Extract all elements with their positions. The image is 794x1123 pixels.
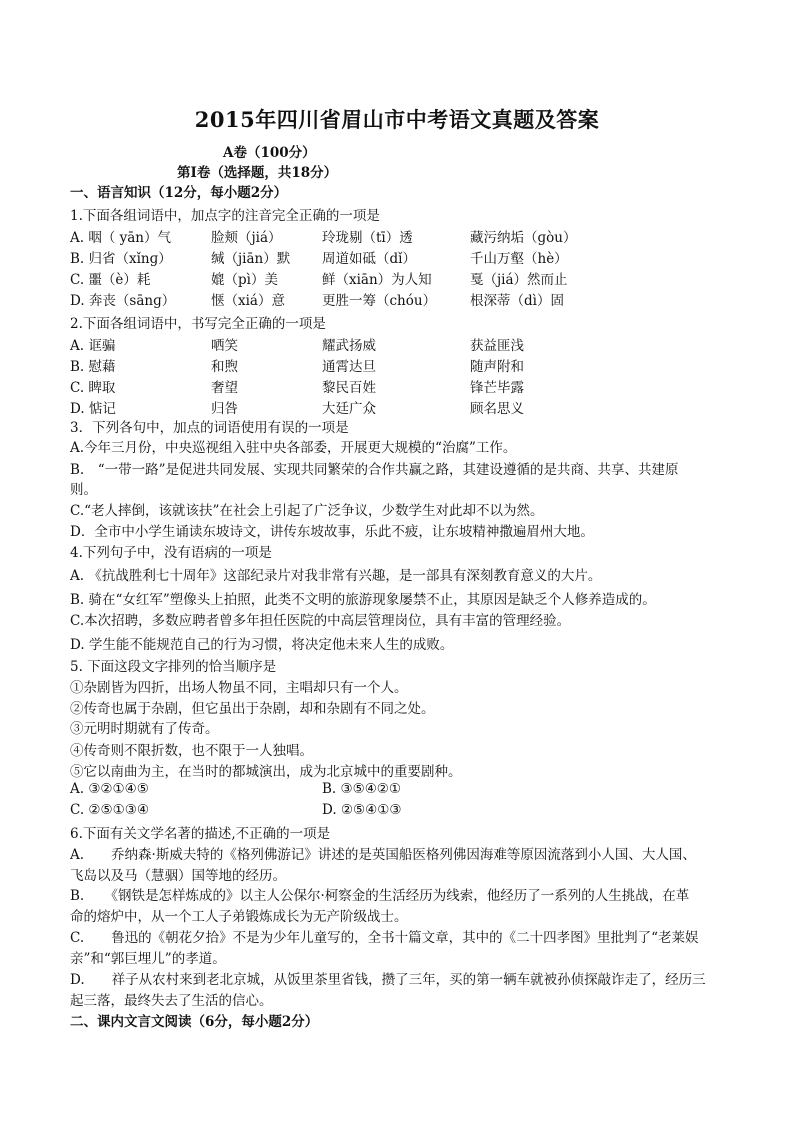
question-4-option-c: C.本次招聘，多数应聘者曾多年担任医院的中高层管理岗位，具有丰富的管理经验。	[70, 613, 571, 629]
question-6-option-b-cont: 命的熔炉中，从一个工人子弟锻炼成长为无产阶级战士。	[70, 909, 408, 925]
question-6-option-a-cont: 飞岛以及马（慧骃）国等地的经历。	[70, 868, 286, 884]
question-5-options-ab	[70, 781, 730, 801]
option-b: B. ③⑤④②①	[322, 781, 402, 797]
question-3-option-d: D．全市中小学生诵读东坡诗文，讲传东坡故事，乐此不疲，让东坡精神撒遍眉州大地。	[70, 524, 594, 540]
question-4-option-a: A. 《抗战胜利七十周年》这部纪录片对我非常有兴趣，是一部具有深刻教育意义的大片。	[70, 568, 602, 584]
option-cell: 周道如砥（dǐ）	[322, 251, 416, 267]
option-cell: 脸颊（jiá）	[211, 230, 282, 246]
option-cell: D. 奔丧（sānɡ）	[70, 293, 176, 309]
question-6-option-b: B. 《钢铁是怎样炼成的》以主人公保尔·柯察金的生活经历为线索，他经历了一系列的人生挑战，在革	[70, 888, 690, 904]
question-3-stem: 3．下列各句中，加点的词语使用有误的一项是	[70, 420, 349, 436]
option-cell: 耀武扬威	[322, 338, 376, 354]
option-cell: 戛（jiá）然而止	[470, 272, 568, 288]
question-1-option-a	[70, 226, 730, 246]
option-cell: 藏污纳垢（ɡòu）	[470, 230, 577, 246]
option-cell: 锋芒毕露	[470, 380, 524, 396]
question-1-option-c	[70, 268, 730, 288]
question-6-option-d-cont: 起三落，最终失去了生活的信心。	[70, 993, 273, 1009]
question-3-option-c: C.“老人摔倒，该就该扶”在社会上引起了广泛争议，少数学生对此却不以为然。	[70, 503, 544, 519]
question-5-sentence-3: ③元明时期就有了传奇。	[70, 721, 219, 737]
option-cell: 缄（jiān）默	[211, 251, 291, 267]
question-4-option-d: D. 学生能不能规范自己的行为习惯，将决定他未来人生的成败。	[70, 637, 454, 653]
question-6-option-c-cont: 亲”和“郭巨埋儿”的孝道。	[70, 951, 226, 967]
question-5-stem: 5. 下面这段文字排列的恰当顺序是	[70, 659, 277, 675]
option-d: D. ②⑤④①③	[322, 802, 402, 818]
question-2-stem: 2.下面各组词语中，书写完全正确的一项是	[70, 316, 326, 332]
option-c: C. ②⑤①③④	[70, 802, 149, 818]
option-cell: C. 睥取	[70, 380, 116, 396]
question-6-option-a: A. 乔纳森·斯威夫特的《格列佛游记》讲述的是英国船医格列佛因海难等原因流落到小人国、大人国、	[70, 847, 696, 863]
volume-heading: A卷（100分）	[223, 145, 316, 161]
option-cell: 惬（xiá）意	[211, 293, 285, 309]
option-cell: C. 噩（è）耗	[70, 272, 151, 288]
question-5-sentence-1: ①杂剧皆为四折，出场人物虽不同，主唱却只有一个人。	[70, 680, 408, 696]
question-3-option-b-cont: 则。	[70, 482, 97, 498]
option-cell: 归咎	[211, 401, 238, 417]
option-cell: 千山万壑（hè）	[470, 251, 568, 267]
option-cell: A. 诓骗	[70, 338, 116, 354]
option-cell: 玲珑剔（tī）透	[322, 230, 413, 246]
page-title: 2015年四川省眉山市中考语文真题及答案	[194, 107, 600, 132]
option-cell: 随声附和	[470, 359, 524, 375]
section-2-heading: 二、课内文言文阅读（6分，每小题2分）	[70, 1014, 319, 1030]
question-2-option-a	[70, 334, 730, 354]
question-2-option-d	[70, 397, 730, 417]
question-6-option-d: D. 祥子从农村来到老北京城，从饭里茶里省钱，攒了三年，买的第一辆车就被孙侦探敲诈走了，经历三	[70, 972, 706, 988]
option-cell: 通霄达旦	[322, 359, 376, 375]
question-4-option-b: B. 骑在“女红军”塑像头上拍照，此类不文明的旅游现象屡禁不止，其原因是缺乏个人修养造成的。	[70, 592, 656, 608]
part-heading: 第Ⅰ卷（选择题，共18分）	[177, 165, 338, 181]
question-5-sentence-2: ②传奇也属于杂剧，但它虽出于杂剧，却和杂剧有不同之处。	[70, 701, 435, 717]
option-cell: 鲜（xiān）为人知	[322, 272, 432, 288]
question-5-sentence-4: ④传奇则不限折数，也不限于一人独唱。	[70, 743, 313, 759]
option-cell: 顾名思义	[470, 401, 524, 417]
option-cell: 和煦	[211, 359, 238, 375]
option-cell: 大廷广众	[322, 401, 376, 417]
option-cell: 黎民百姓	[322, 380, 376, 396]
option-a: A. ③②①④⑤	[70, 781, 149, 797]
question-1-option-d	[70, 289, 730, 309]
section-1-heading: 一、语言知识（12分，每小题2分）	[70, 185, 288, 201]
option-cell: 奢望	[211, 380, 238, 396]
question-5-sentence-5: ⑤它以南曲为主，在当时的都城演出，成为北京城中的重要剧种。	[70, 764, 462, 780]
option-cell: 哂笑	[211, 338, 238, 354]
question-6-option-c: C. 鲁迅的《朝花夕拾》不是为少年儿童写的，全书十篇文章，其中的《二十四孝图》里批判了“老莱娱	[70, 930, 699, 946]
option-cell: D. 惦记	[70, 401, 116, 417]
option-cell: 更胜一筹（chóu）	[322, 293, 437, 309]
question-6-stem: 6.下面有关文学名著的描述,不正确的一项是	[70, 826, 331, 842]
question-5-options-cd	[70, 802, 730, 822]
option-cell: 根深蒂（dì）固	[470, 293, 564, 309]
question-2-option-b	[70, 355, 730, 375]
question-2-option-c	[70, 376, 730, 396]
option-cell: A. 咽（ yān）气	[70, 230, 171, 246]
question-1-stem: 1.下面各组词语中，加点字的注音完全正确的一项是	[70, 208, 380, 224]
option-cell: 获益匪浅	[470, 338, 524, 354]
question-3-option-b: B. “一带一路”是促进共同发展、实现共同繁荣的合作共赢之路，其建设遵循的是共商、共享、共建原	[70, 462, 679, 478]
question-1-option-b	[70, 247, 730, 267]
question-3-option-a: A.今年三月份，中央巡视组入驻中央各部委，开展更大规模的“治腐”工作。	[70, 440, 517, 456]
question-4-stem: 4.下列句子中，没有语病的一项是	[70, 545, 272, 561]
option-cell: B. 归省（xǐnɡ）	[70, 251, 172, 267]
option-cell: B. 慰藉	[70, 359, 116, 375]
option-cell: 媲（pì）美	[211, 272, 278, 288]
